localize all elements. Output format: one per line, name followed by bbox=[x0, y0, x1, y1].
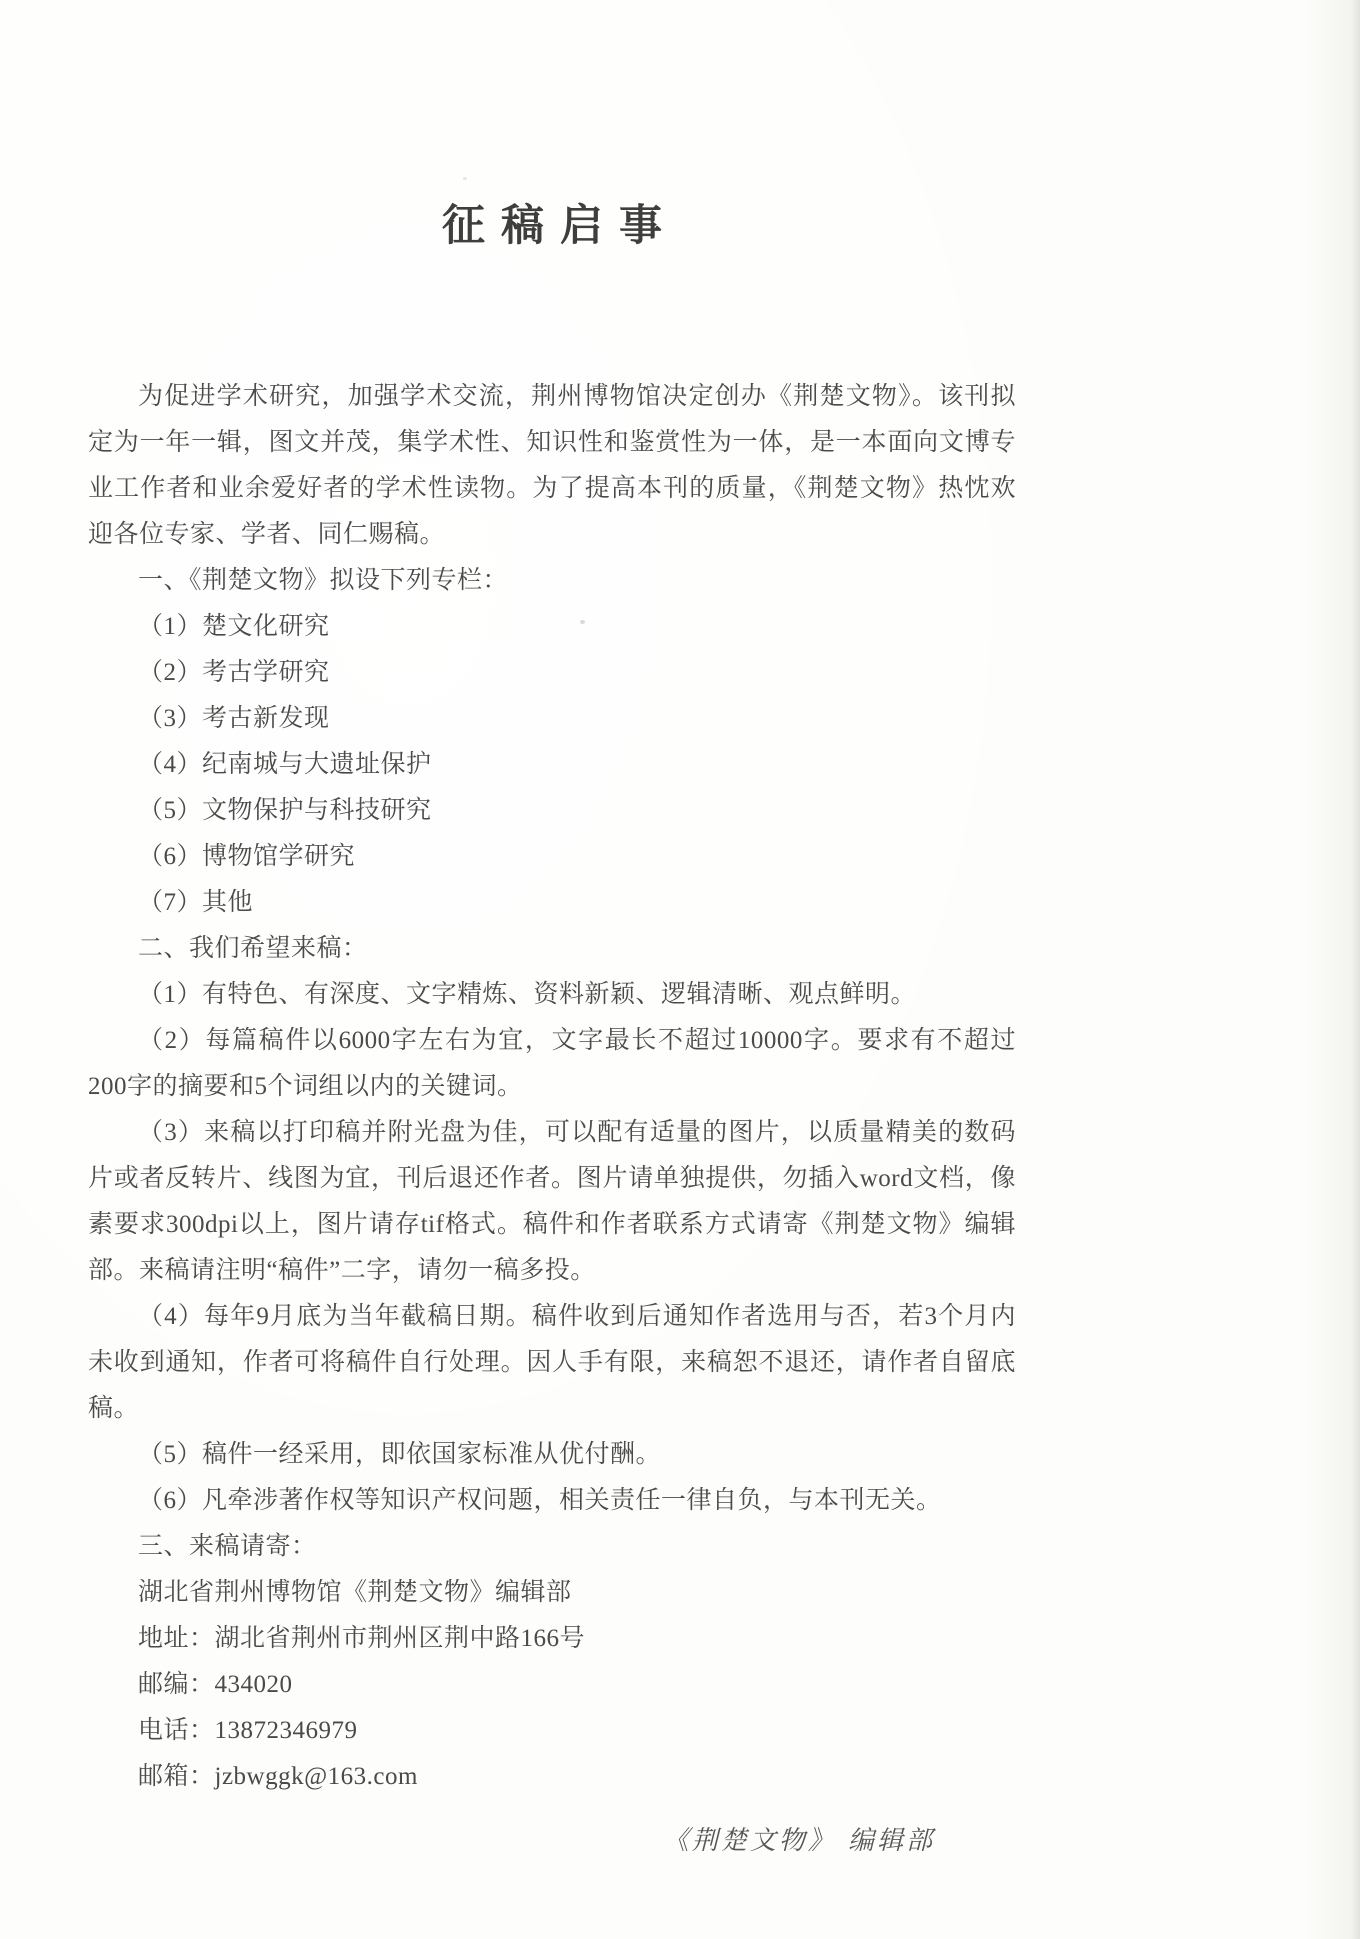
paragraph: （3）来稿以打印稿并附光盘为佳，可以配有适量的图片，以质量精美的数码片或者反转片、线图为宜，刊后退还作者。图片请单独提供，勿插入word文档，像素要求300dpi以上，图片请存tif格式。稿件和作者联系方式请寄《荆楚文物》编辑部。来稿请注明“稿件”二字，请勿一稿多投。 bbox=[88, 1119, 1016, 1284]
paragraph: 邮箱：jzbwggk@163.com bbox=[138, 1763, 418, 1790]
paragraph: 二、我们希望来稿： bbox=[138, 935, 368, 962]
paragraph: （4）纪南城与大遗址保护 bbox=[138, 751, 432, 778]
paragraph: 一、《荆楚文物》拟设下列专栏： bbox=[138, 567, 509, 594]
paragraph: （5）文物保护与科技研究 bbox=[138, 797, 432, 824]
page-title: 征稿启事 bbox=[442, 203, 678, 250]
paragraph: （3）考古新发现 bbox=[138, 705, 330, 732]
paragraph: （4）每年9月底为当年截稿日期。稿件收到后通知作者选用与否，若3个月内未收到通知，作者可将稿件自行处理。因人手有限，来稿恕不退还，请作者自留底稿。 bbox=[88, 1303, 1016, 1422]
document-content bbox=[88, 0, 1016, 1864]
paragraph: 三、来稿请寄： bbox=[138, 1533, 317, 1560]
paragraph: 电话：13872346979 bbox=[138, 1717, 358, 1744]
paragraph: （5）稿件一经采用，即依国家标准从优付酬。 bbox=[138, 1441, 662, 1468]
paragraph: 为促进学术研究，加强学术交流，荆州博物馆决定创办《荆楚文物》。该刊拟定为一年一辑，图文并茂，集学术性、知识性和鉴赏性为一体，是一本面向文博专业工作者和业余爱好者的学术性读物。为了提高本刊的质量，《荆楚文物》热忱欢迎各位专家、学者、同仁赐稿。 bbox=[88, 383, 1016, 548]
paragraph: （6）凡牵涉著作权等知识产权问题，相关责任一律自负，与本刊无关。 bbox=[138, 1487, 942, 1514]
paragraph: （1）楚文化研究 bbox=[138, 613, 330, 640]
paragraph: 地址：湖北省荆州市荆州区荆中路166号 bbox=[138, 1625, 586, 1652]
paragraph: （2）考古学研究 bbox=[138, 659, 330, 686]
paragraph: （2）每篇稿件以6000字左右为宜，文字最长不超过10000字。要求有不超过200字的摘要和5个词组以内的关键词。 bbox=[88, 1027, 1016, 1100]
paragraph: 湖北省荆州博物馆《荆楚文物》编辑部 bbox=[138, 1579, 572, 1606]
paragraph: （7）其他 bbox=[138, 889, 254, 916]
paragraph-list bbox=[88, 374, 1016, 1800]
paragraph: （6）博物馆学研究 bbox=[138, 843, 356, 870]
paragraph: 邮编：434020 bbox=[138, 1671, 293, 1698]
paragraph: （1）有特色、有深度、文字精炼、资料新颖、逻辑清晰、观点鲜明。 bbox=[138, 981, 917, 1008]
signature: 《荆楚文物》 编辑部 bbox=[662, 1826, 935, 1856]
